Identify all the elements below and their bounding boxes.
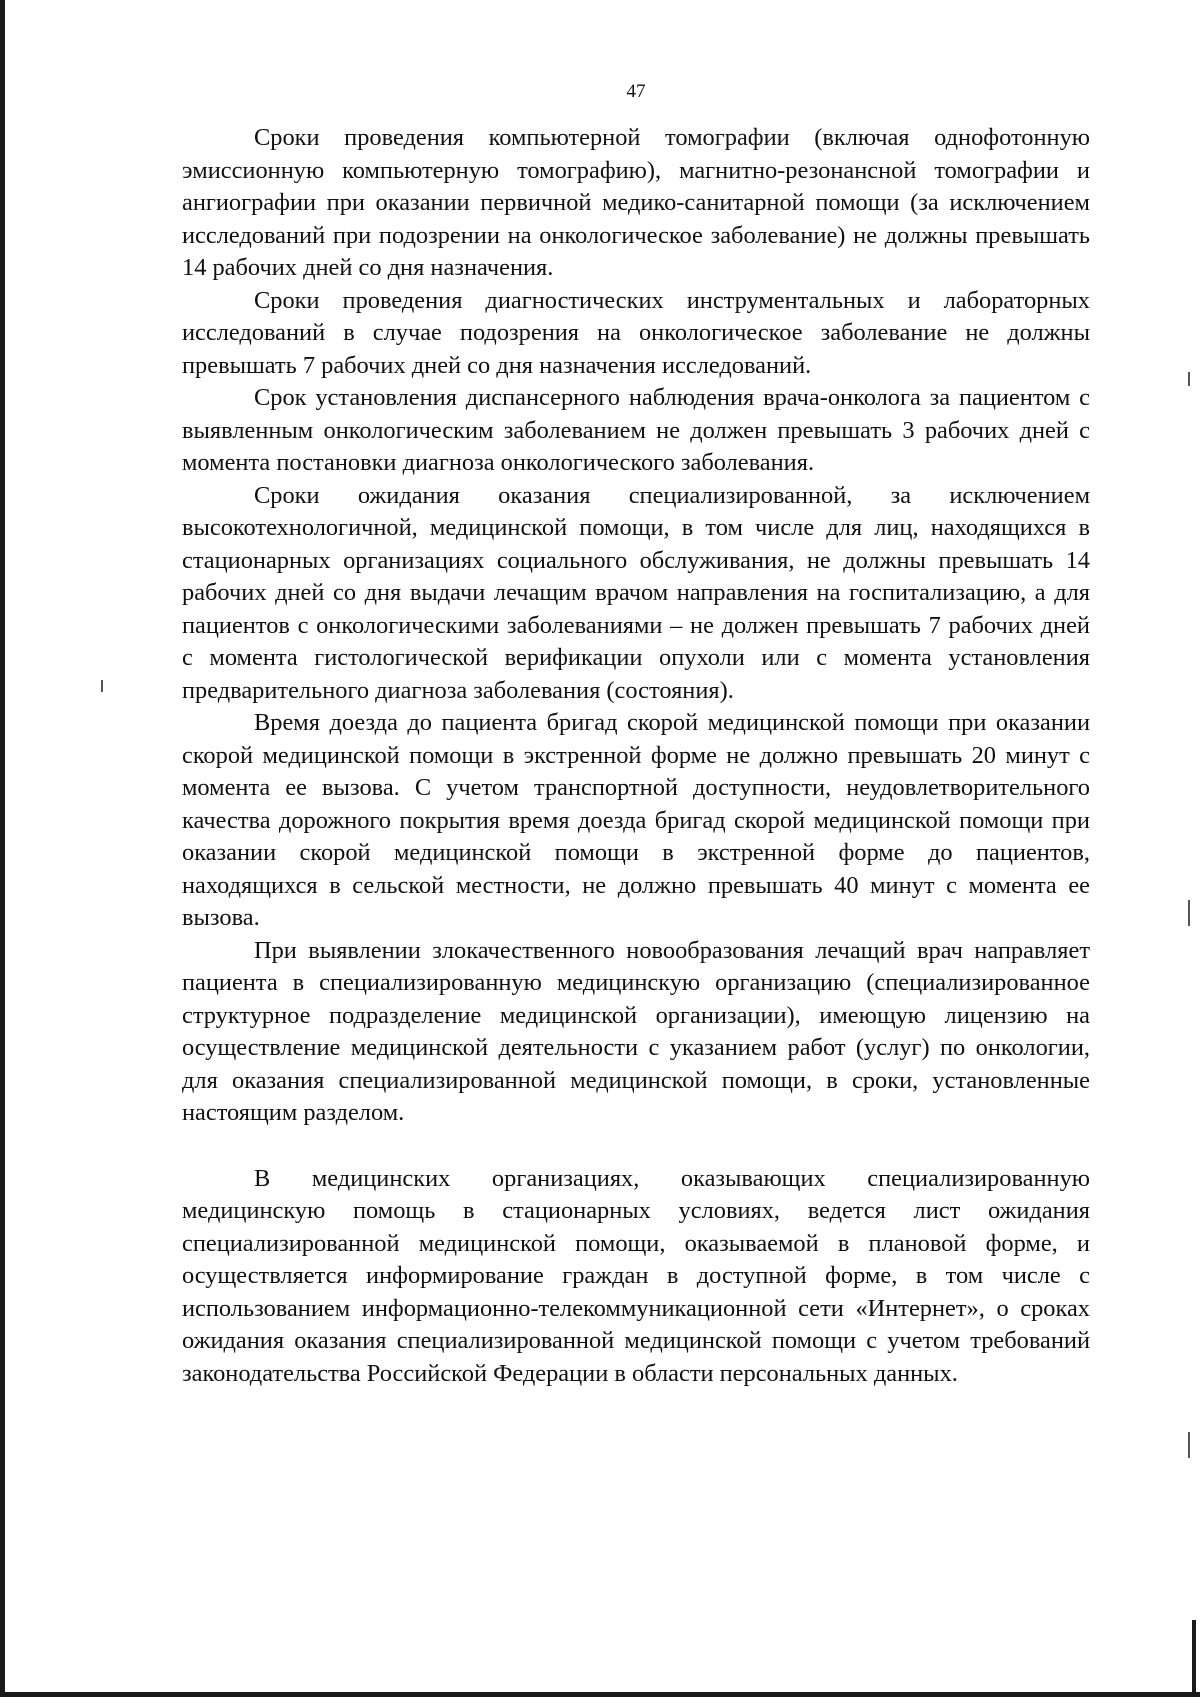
- scan-edge-bottom: [0, 1692, 1200, 1697]
- paragraph-waiting-list: В медицинских организациях, оказывающих специализированную медицинскую помощь в стационарных условиях, ведется лист ожидания специализированной медицинской помощи, оказываемой в плановой форме, и осуществляется информирование граждан в доступной форме, в том числе с использованием информационно-телекоммуникационной сети «Интернет», о сроках ожидания оказания специализированной медицинской помощи с учетом требований законодательства Российской Федерации в области персональных данных.: [182, 1164, 1090, 1387]
- scan-mark: [1188, 900, 1190, 926]
- paragraph-oncologist-observation: Срок установления диспансерного наблюдения врача-онколога за пациентом с выявленным онкологическим заболеванием не должен превышать 3 рабочих дней с момента постановки диагноза онкологического заболевания.: [182, 384, 1090, 476]
- paragraph-malignancy-referral: При выявлении злокачественного новообразования лечащий врач направляет пациента в специализированную медицинскую организацию (специализированное структурное подразделение медицинской организации), имеющую лицензию на осуществление медицинской деятельности с указанием работ (услуг) по онкологии, для оказания специализированной медицинской помощи, в сроки, установленные настоящим разделом.: [182, 936, 1090, 1126]
- paragraph-gap: [182, 1130, 1090, 1163]
- scan-edge-right: [1192, 1620, 1196, 1697]
- paragraph-specialized-care-wait: Сроки ожидания оказания специализированной, за исключением высокотехнологичной, медицинской помощи, в том числе для лиц, находящихся в стационарных организациях социального обслуживания, не должны превышать 14 рабочих дней со дня выдачи лечащим врачом направления на госпитализацию, а для пациентов с онкологическими заболеваниями – не должен превышать 7 рабочих дней с момента гистологической верификации опухоли или с момента установления предварительного диагноза заболевания (состояния).: [182, 481, 1090, 704]
- scan-edge-left: [0, 0, 5, 1697]
- paragraph-ct-mri-deadlines: Сроки проведения компьютерной томографии (включая однофотонную эмиссионную компьютерную томографию), магнитно-резонансной томографии и ангиографии при оказании первичной медико-санитарной помощи (за исключением исследований при подозрении на онкологическое заболевание) не должны превышать 14 рабочих дней со дня назначения.: [182, 124, 1090, 281]
- page-number: 47: [626, 81, 646, 102]
- document-page: [182, 72, 1090, 1390]
- paragraph-ambulance-time: Время доезда до пациента бригад скорой медицинской помощи при оказании скорой медицинской помощи в экстренной форме не должно превышать 20 минут с момента ее вызова. С учетом транспортной доступности, неудовлетворительного качества дорожного покрытия время доезда бригад скорой медицинской помощи при оказании скорой медицинской помощи в экстренной форме до пациентов, находящихся в сельской местности, не должно превышать 40 минут с момента ее вызова.: [182, 709, 1090, 931]
- paragraph-oncology-diagnostics: Сроки проведения диагностических инструментальных и лабораторных исследований в случае подозрения на онкологическое заболевание не должны превышать 7 рабочих дней со дня назначения исследований.: [182, 286, 1090, 379]
- scan-mark: [1188, 372, 1190, 386]
- scan-mark: [101, 680, 103, 692]
- scan-mark: [1188, 1432, 1190, 1458]
